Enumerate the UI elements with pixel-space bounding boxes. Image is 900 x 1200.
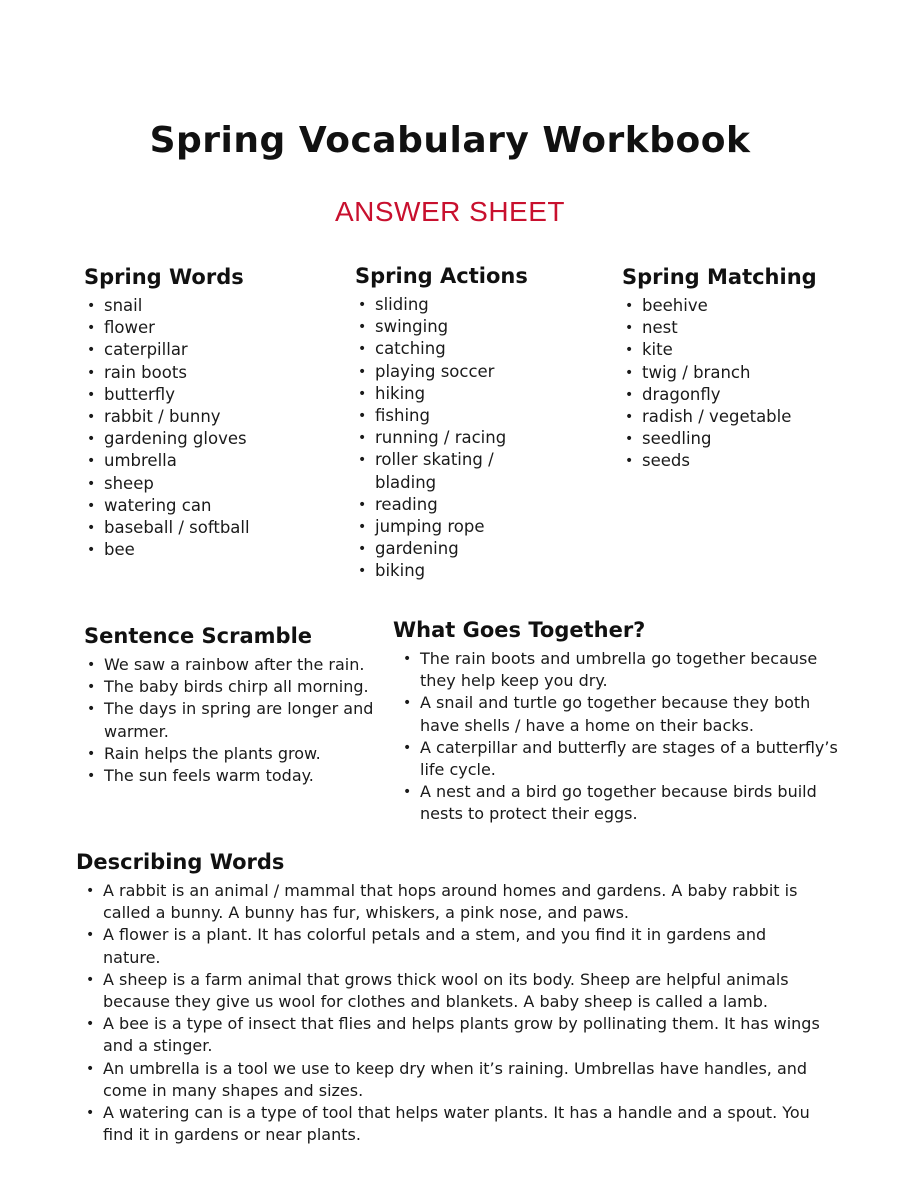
list-item: • sliding: [375, 294, 555, 316]
list-item: • seeds: [642, 450, 862, 472]
list-item: • rabbit / bunny: [104, 406, 324, 428]
list-item: • gardening gloves: [104, 428, 324, 450]
list-item: • catching: [375, 338, 555, 360]
what-goes-together-section: [393, 616, 838, 826]
list-item: • butterfly: [104, 384, 324, 406]
what-goes-together-heading: What Goes Together?: [393, 618, 646, 642]
list-item: • An umbrella is a tool we use to keep dry when it’s raining. Umbrellas have handles, and come in many shapes and sizes.: [103, 1058, 821, 1102]
list-item: • kite: [642, 339, 862, 361]
spring-words-section: [84, 263, 324, 561]
spring-words-list: [84, 295, 324, 561]
list-item: • caterpillar: [104, 339, 324, 361]
list-item: • umbrella: [104, 450, 324, 472]
spring-actions-list: [355, 294, 555, 583]
spring-matching-heading: Spring Matching: [622, 265, 817, 289]
list-item: • The sun feels warm today.: [104, 765, 384, 787]
list-item: • twig / branch: [642, 362, 862, 384]
list-item: • Rain helps the plants grow.: [104, 743, 384, 765]
describing-words-list: [76, 880, 821, 1146]
list-item: • biking: [375, 560, 555, 582]
list-item: • seedling: [642, 428, 862, 450]
list-item: • playing soccer: [375, 361, 555, 383]
list-item: • snail: [104, 295, 324, 317]
list-item: • A caterpillar and butterfly are stages of a butterfly’s life cycle.: [420, 737, 838, 781]
spring-words-heading: Spring Words: [84, 265, 244, 289]
list-item: • running / racing: [375, 427, 555, 449]
page-title: Spring Vocabulary Workbook: [149, 120, 751, 161]
spring-matching-list: [622, 295, 862, 473]
list-item: • A snail and turtle go together because they both have shells / have a home on their backs.: [420, 692, 838, 736]
list-item: • baseball / softball: [104, 517, 324, 539]
list-item: • dragonfly: [642, 384, 862, 406]
list-item: • gardening: [375, 538, 555, 560]
list-item: • nest: [642, 317, 862, 339]
list-item: • flower: [104, 317, 324, 339]
list-item: • We saw a rainbow after the rain.: [104, 654, 384, 676]
list-item: • The days in spring are longer and warmer.: [104, 698, 384, 742]
list-item: • The rain boots and umbrella go together because they help keep you dry.: [420, 648, 838, 692]
list-item: • radish / vegetable: [642, 406, 862, 428]
list-item: • A nest and a bird go together because birds build nests to protect their eggs.: [420, 781, 838, 825]
describing-words-section: [76, 848, 821, 1146]
list-item: • A watering can is a type of tool that helps water plants. It has a handle and a spout. You find it in gardens or near plants.: [103, 1102, 821, 1146]
sentence-scramble-heading: Sentence Scramble: [84, 624, 313, 648]
list-item: • swinging: [375, 316, 555, 338]
sentence-scramble-section: [84, 622, 384, 787]
list-item: • fishing: [375, 405, 555, 427]
spring-actions-section: [355, 262, 555, 583]
list-item: • A bee is a type of insect that flies and helps plants grow by pollinating them. It has wings and a stinger.: [103, 1013, 821, 1057]
list-item: • beehive: [642, 295, 862, 317]
list-item: • sheep: [104, 473, 324, 495]
list-item: • jumping rope: [375, 516, 555, 538]
list-item: • A rabbit is an animal / mammal that hops around homes and gardens. A baby rabbit is called a bunny. A bunny has fur, whiskers, a pink nose, and paws.: [103, 880, 821, 924]
list-item: • The baby birds chirp all morning.: [104, 676, 384, 698]
list-item: • rain boots: [104, 362, 324, 384]
page-subtitle: ANSWER SHEET: [334, 196, 566, 227]
describing-words-heading: Describing Words: [76, 850, 285, 874]
list-item: • reading: [375, 494, 555, 516]
list-item: • A sheep is a farm animal that grows thick wool on its body. Sheep are helpful animals because they give us wool for clothes and blankets. A baby sheep is called a lamb.: [103, 969, 821, 1013]
what-goes-together-list: [393, 648, 838, 826]
list-item: • hiking: [375, 383, 555, 405]
list-item: • watering can: [104, 495, 324, 517]
list-item: • bee: [104, 539, 324, 561]
spring-actions-heading: Spring Actions: [355, 264, 528, 288]
sentence-scramble-list: [84, 654, 384, 787]
list-item: • A flower is a plant. It has colorful petals and a stem, and you find it in gardens and nature.: [103, 924, 821, 968]
spring-matching-section: [622, 263, 862, 473]
list-item: • roller skating / blading: [375, 449, 555, 493]
